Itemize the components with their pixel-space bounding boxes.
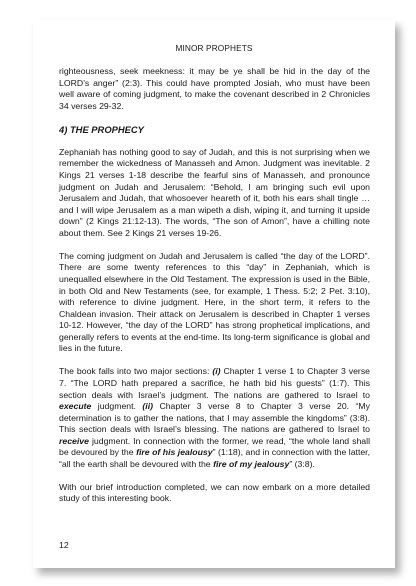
emphasis-fire-of-his-jealousy: fire of his jealousy bbox=[136, 447, 213, 458]
emphasis-receive: receive bbox=[59, 435, 89, 446]
section-heading: 4) THE PROPHECY bbox=[59, 123, 144, 135]
page-number: 12 bbox=[59, 540, 69, 550]
emphasis-i: (i) bbox=[212, 366, 221, 377]
paragraph-1: righteousness, seek meekness: it may be ye shall be hid in the day of the LORD’s anger” (2:3). This could have prompted Josiah, who must have been well aware of coming judgment, to make the covenant described in 2 Chronicles 34 verses 29-32. bbox=[59, 66, 370, 111]
paragraph-4-text: ” (1:18), and in connection with the latter, “all the earth shall be devoured with the bbox=[59, 447, 371, 469]
paragraph-4-text: judgment. In connection with the former, we read, “the whole land shall be devoured by the bbox=[59, 435, 370, 458]
running-head: MINOR PROPHETS bbox=[175, 43, 253, 53]
book-page bbox=[33, 20, 395, 568]
emphasis-ii: (ii) bbox=[142, 401, 154, 412]
paragraph-3: The coming judgment on Judah and Jerusalem is called “the day of the LORD”. There are some twenty references to this “day” in Zephaniah, which is unequalled elsewhere in the Old Testament. The expression is used in the Bible, in both Old and New Testaments (see, for example, 1 Thess. 5:2; 2 Pet. 3:10), with reference to divine judgment. Here, in the short term, it refers to the Chaldean invasion. Their attack on Jerusalem is described in Chapter 1 verses 10-12. However, “the day of the LORD” has strong prophetical implications, and generally refers to events at the end-time. Its long-term significance is global and lies in the future. bbox=[59, 250, 370, 354]
paragraph-4-text: judgment. bbox=[91, 401, 143, 412]
paragraph-4-text: Chapter 1 verse 1 to Chapter 3 verse 7. “The LORD hath prepared a sacrifice, he hath bid his guests” (1:7). This section deals with Israel’s judgment. The nations are gathered to Israel to bbox=[59, 366, 370, 400]
body-text bbox=[59, 66, 370, 517]
paragraph-4 bbox=[59, 366, 370, 470]
emphasis-execute: execute bbox=[59, 401, 92, 412]
paragraph-5: With our brief introduction completed, we can now embark on a more detailed study of this interesting book. bbox=[59, 481, 370, 504]
paragraph-4-text: The book falls into two major sections: bbox=[59, 366, 213, 377]
paragraph-2: Zephaniah has nothing good to say of Judah, and this is not surprising when we remember the wickedness of Manasseh and Amon. Judgment was inevitable. 2 Kings 21 verses 1-18 describe the fearful sins of Manasseh, and pronounce judgment on Judah and Jerusalem: “Behold, I am bringing such evil upon Jerusalem and Judah, that whosoever heareth of it, both his ears shall tingle … and I will wipe Jerusalem as a man wipeth a dish, wiping it, and turning it upside down” (2 Kings 21:12-13). The words, “The son of Amon”, have a chilling note about them. See 2 Kings 21 verses 19-26. bbox=[59, 146, 370, 238]
paragraph-4-text: Chapter 3 verse 8 to Chapter 3 verse 20. “My determination is to gather the nations, that I may assemble the kingdoms” (3:8). This section deals with Israel’s blessing. The nations are gathered to Israel to bbox=[59, 401, 370, 435]
emphasis-fire-of-my-jealousy: fire of my jealousy bbox=[213, 458, 290, 469]
paragraph-4-text: ” (3:8). bbox=[289, 458, 315, 469]
